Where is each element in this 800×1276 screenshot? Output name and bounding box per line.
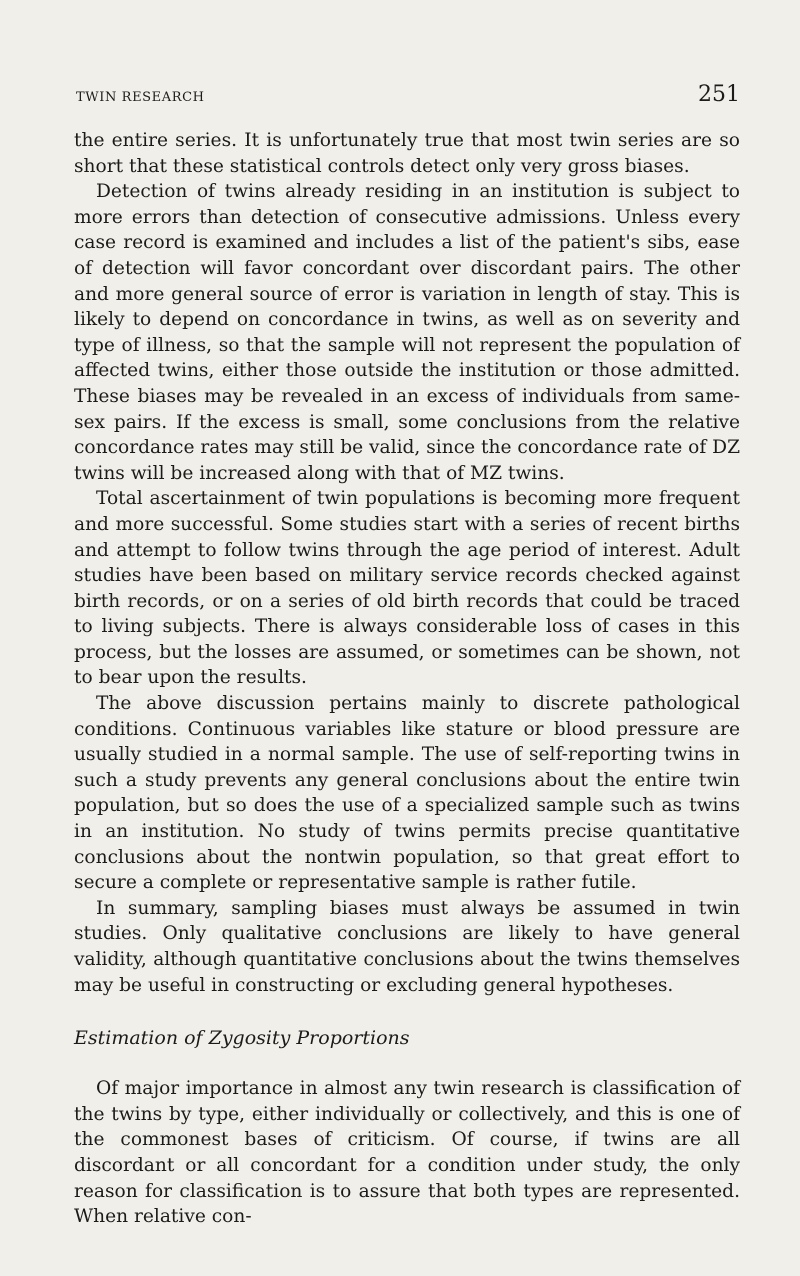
page-number: 251 bbox=[698, 82, 740, 107]
paragraph: Total ascertainment of twin populations is becoming more frequent and more successful. Some studies start with a series of recent births and attempt to follow twins through the age period of interest. Adult studies have been based on military service records checked against birth records, or on a series of old birth records that could be traced to living subjects. There is always considerable loss of cases in this process, but the losses are assumed, or sometimes can be shown, not to bear upon the results. bbox=[74, 488, 740, 689]
running-head: TWIN RESEARCH bbox=[76, 90, 205, 105]
paragraph: the entire series. It is unfortunately true that most twin series are so short that these statistical controls detect only very gross biases. bbox=[74, 130, 740, 177]
paragraph: The above discussion pertains mainly to discrete pathological conditions. Continuous variables like stature or blood pressure are usually studied in a normal sample. The use of self-reporting twins in such a study prevents any general conclusions about the entire twin population, but so does the use of a specialized sample such as twins in an institution. No study of twins permits precise quantitative conclusions about the nontwin population, so that great effort to secure a complete or representative sample is rather futile. bbox=[74, 693, 740, 894]
paragraph: In summary, sampling biases must always be assumed in twin studies. Only qualitative conclusions are likely to have general validity, although quantitative conclusions about the twins themselves may be useful in constructing or excluding general hypotheses. bbox=[74, 897, 740, 996]
body-text bbox=[74, 128, 740, 1230]
paragraph: Detection of twins already residing in an institution is subject to more errors than detection of consecutive admissions. Unless every case record is examined and includes a list of the patient's sibs, ease of detection will favor concordant over discordant pairs. The other and more general source of error is variation in length of stay. This is likely to depend on concordance in twins, as well as on severity and type of illness, so that the sample will not represent the population of affected twins, either those outside the institution or those admitted. These biases may be revealed in an excess of individuals from same-sex pairs. If the excess is small, some conclusions from the relative concordance rates may still be valid, since the concordance rate of DZ twins will be increased along with that of MZ twins. bbox=[74, 181, 740, 484]
paragraph: Of major importance in almost any twin research is classification of the twins by type, either individually or collectively, and this is one of the commonest bases of criticism. Of course, if twins are all discordant or all concordant for a condition under study, the only reason for classification is to assure that both types are represented. When relative con- bbox=[74, 1078, 740, 1228]
book-page bbox=[74, 0, 740, 1276]
section-heading: Estimation of Zygosity Proportions bbox=[74, 1027, 410, 1050]
page-header bbox=[74, 82, 740, 116]
